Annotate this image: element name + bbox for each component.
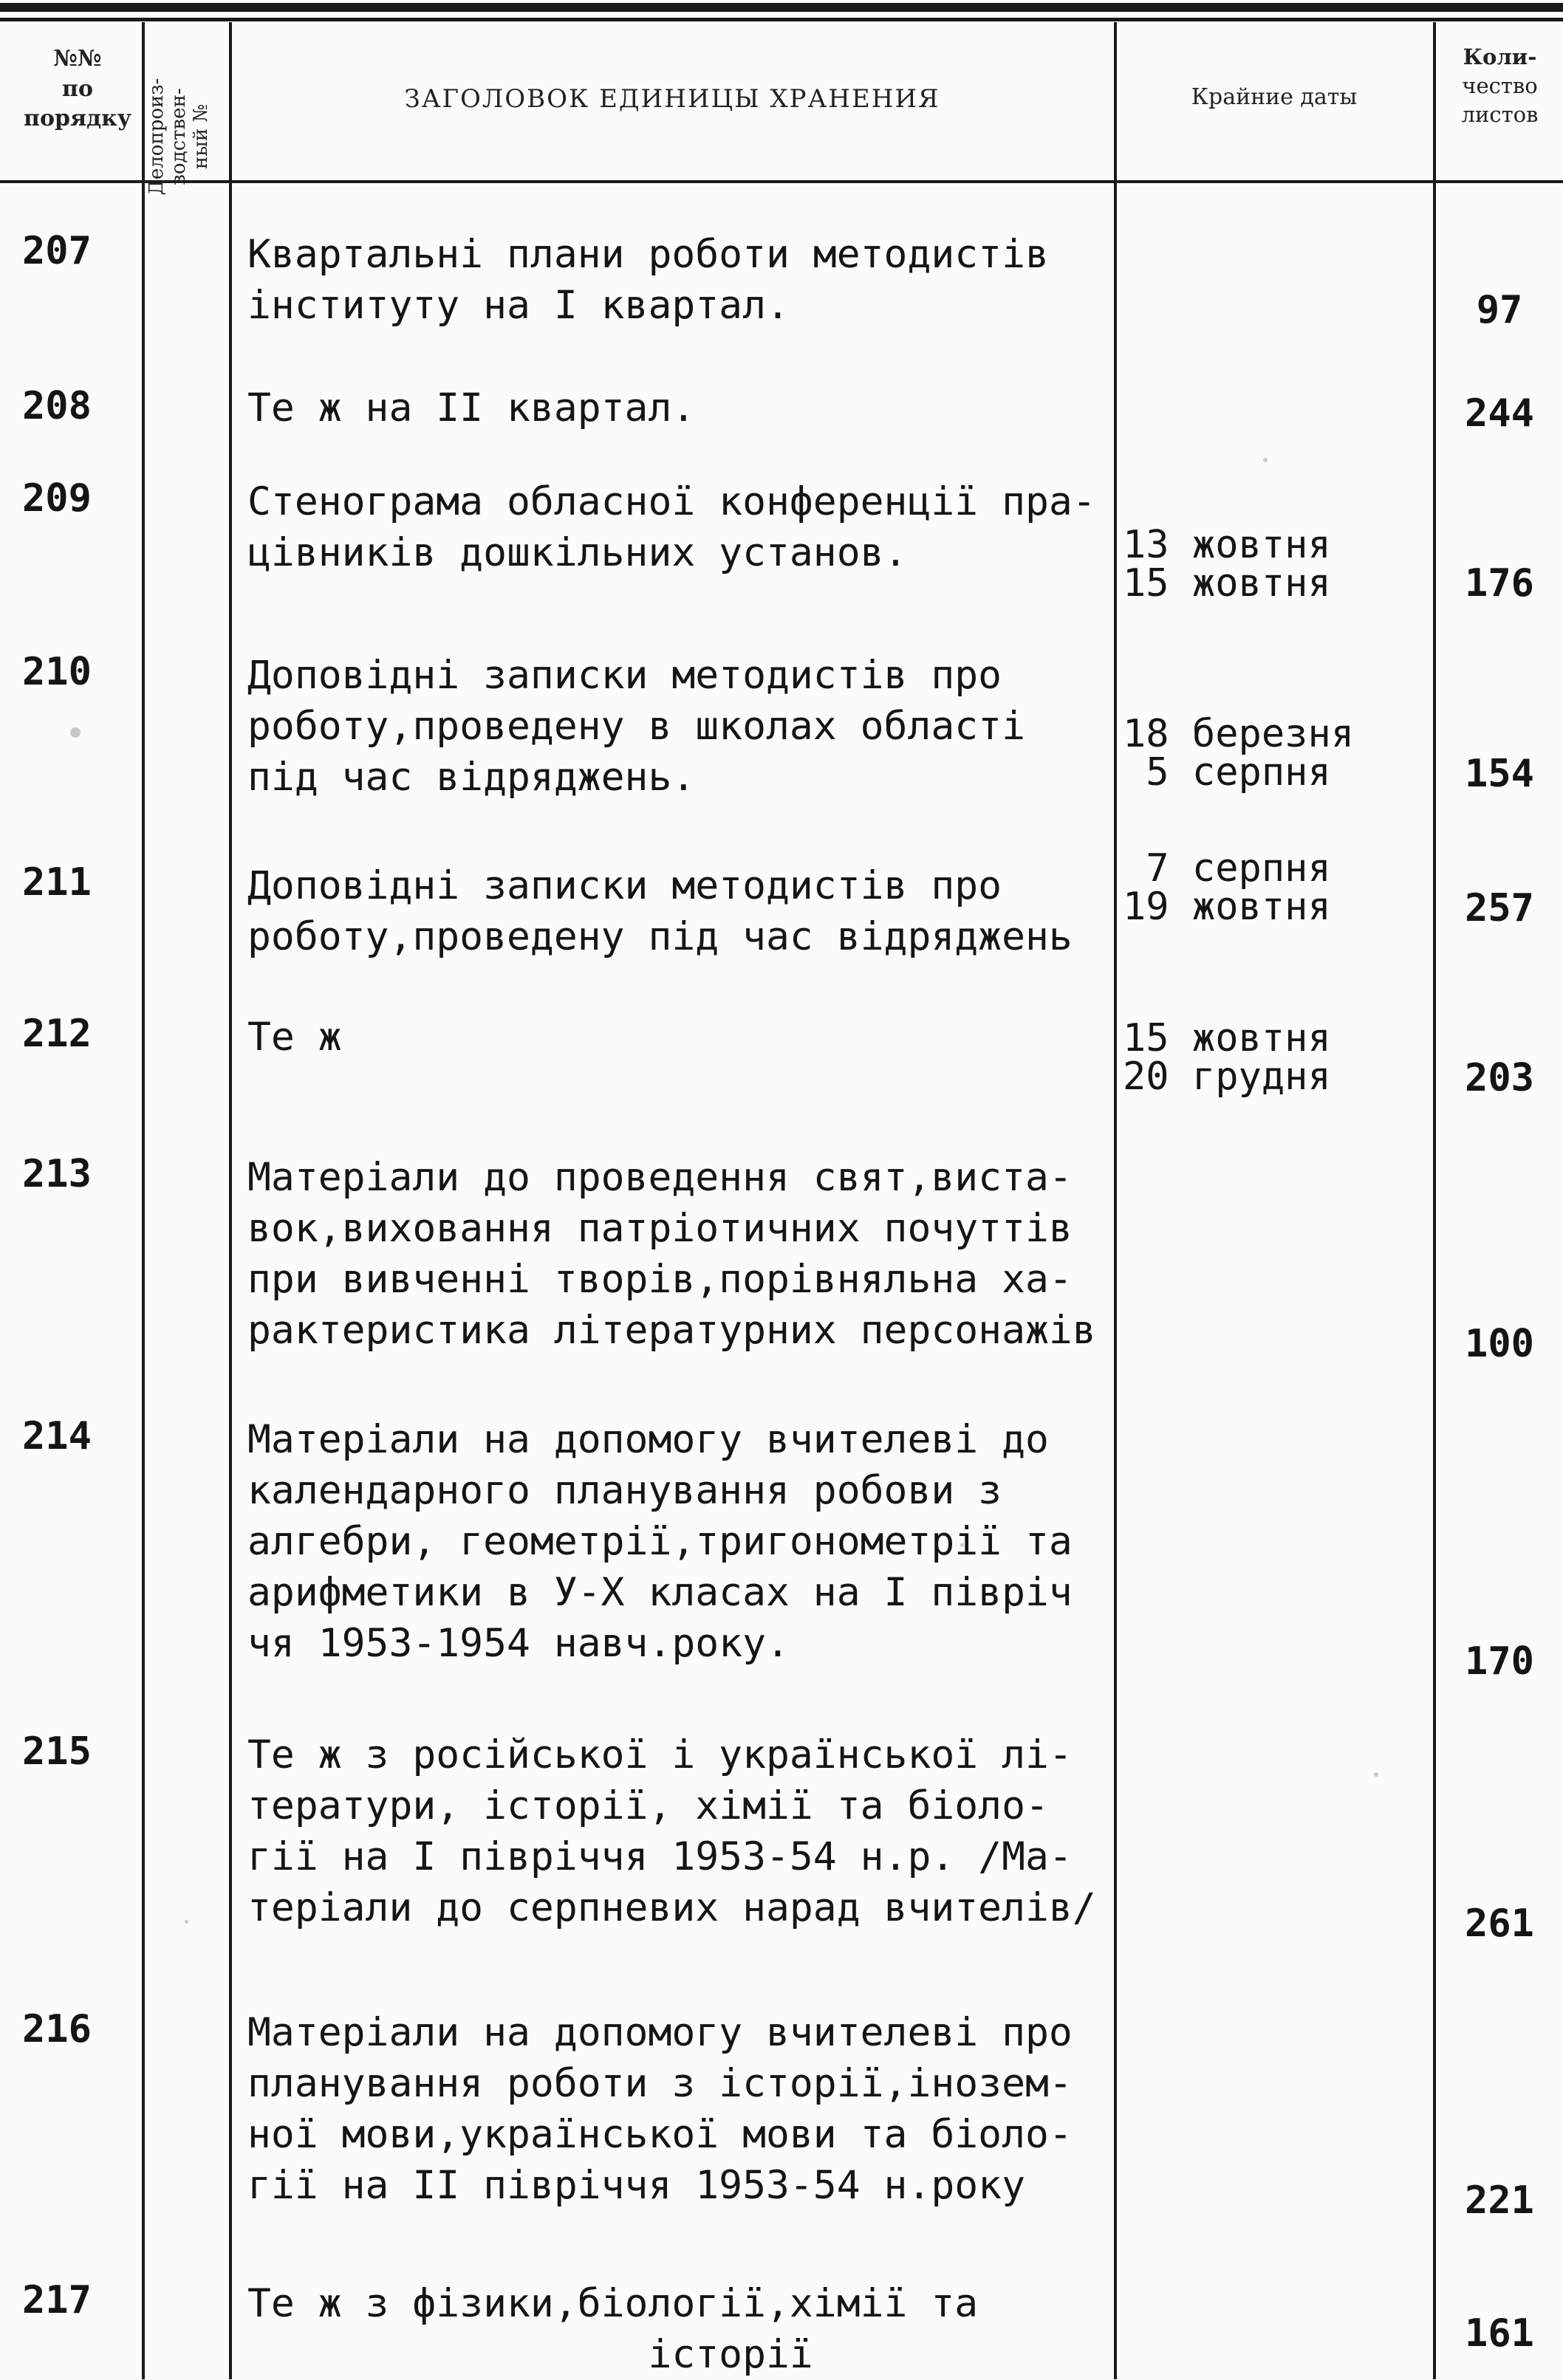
row-sheets: 154 <box>1465 752 1534 796</box>
scan-speck <box>473 1278 476 1281</box>
scan-speck <box>1374 1772 1378 1777</box>
row-sheets: 161 <box>1465 2311 1534 2356</box>
row-title: Те ж на II квартал. <box>247 385 696 431</box>
header-office-3: ный № <box>189 103 212 170</box>
row-number: 208 <box>22 384 92 428</box>
row-title: Те ж <box>247 1015 342 1060</box>
header-no-1: №№ <box>53 46 102 72</box>
row-title: Матеріали на допомогу вчителеві про планування роботи з історії,інозем- ної мови,української мови та біоло- гії на II півріччя 1953-54 н.року <box>247 2010 1073 2208</box>
col-divider-2 <box>229 22 232 2379</box>
header-col-number <box>15 44 140 134</box>
header-office-1: Делопроиз- <box>146 78 168 196</box>
top-rule-1 <box>0 3 1563 12</box>
header-col-title: ЗАГОЛОВОК ЕДИНИЦЫ ХРАНЕНИЯ <box>404 84 940 114</box>
row-number: 215 <box>22 1729 92 1774</box>
row-dates: 18 березня 5 серпня <box>1123 712 1355 795</box>
scan-speck <box>185 1920 188 1924</box>
row-title: Доповідні записки методистів про роботу,проведену в школах області під час відряджень. <box>247 653 1025 800</box>
row-number: 214 <box>22 1414 92 1458</box>
header-rule <box>0 180 1563 183</box>
row-number: 211 <box>22 860 92 905</box>
scan-speck <box>70 727 81 738</box>
row-number: 210 <box>22 650 92 694</box>
header-col-dates: Крайние даты <box>1191 84 1358 110</box>
row-number: 213 <box>22 1152 92 1196</box>
row-title: Квартальні плани роботи методистів інституту на I квартал. <box>247 232 1049 328</box>
col-divider-4 <box>1433 22 1436 2379</box>
row-title: Стенограма обласної конференції пра- цівників дошкільних установ. <box>247 479 1096 575</box>
top-rule-2 <box>0 18 1563 21</box>
header-sheets-1: Коли- <box>1463 44 1537 69</box>
row-title: Доповідні записки методистів про роботу,проведену під час відряджень <box>247 863 1073 959</box>
scan-speck <box>1263 458 1268 462</box>
header-no-2: по <box>62 75 93 102</box>
row-dates: 15 жовтня 20 грудня <box>1123 1016 1331 1099</box>
row-number: 216 <box>22 2007 92 2051</box>
row-number: 207 <box>22 229 92 273</box>
header-col-office <box>146 66 228 207</box>
row-title: Матеріали на допомогу вчителеві до календарного планування робови з алгебри, геометрії,тригонометрії та арифметики в У-Х класах на I півріч чя 1953-1954 навч.року. <box>247 1417 1073 1666</box>
header-sheets-2: чество <box>1462 73 1538 99</box>
row-sheets: 170 <box>1465 1639 1534 1684</box>
row-number: 209 <box>22 476 92 521</box>
header-office-2: водствен- <box>167 88 190 185</box>
row-title: Те ж з фізики,біології,хімії та історії <box>247 2281 979 2377</box>
row-sheets: 244 <box>1465 391 1534 436</box>
row-sheets: 176 <box>1465 561 1534 606</box>
row-title: Те ж з російської і української лі- тератури, історії, хімії та біоло- гії на I півріччя 1953-54 н.р. /Ма- теріали до серпневих нарад вчителів/ <box>247 1732 1096 1930</box>
header-col-sheets <box>1437 43 1563 129</box>
row-sheets: 203 <box>1465 1056 1534 1100</box>
row-title: Матеріали до проведення свят,виста- вок,виховання патріотичних почуттів при вивченні творів,порівняльна ха- рактеристика літературних персонажів <box>247 1155 1096 1353</box>
row-number: 212 <box>22 1012 92 1056</box>
row-sheets: 97 <box>1476 288 1523 332</box>
col-divider-1 <box>142 22 145 2379</box>
row-sheets: 257 <box>1465 886 1534 930</box>
header-no-3: порядку <box>24 106 131 131</box>
row-sheets: 221 <box>1465 2178 1534 2223</box>
header-sheets-3: листов <box>1461 102 1539 128</box>
row-number: 217 <box>22 2278 92 2322</box>
row-sheets: 100 <box>1465 1322 1534 1366</box>
scan-speck <box>960 1543 964 1547</box>
row-sheets: 261 <box>1465 1901 1534 1946</box>
row-dates: 13 жовтня 15 жовтня <box>1123 523 1331 606</box>
row-dates: 7 серпня 19 жовтня <box>1123 846 1331 929</box>
